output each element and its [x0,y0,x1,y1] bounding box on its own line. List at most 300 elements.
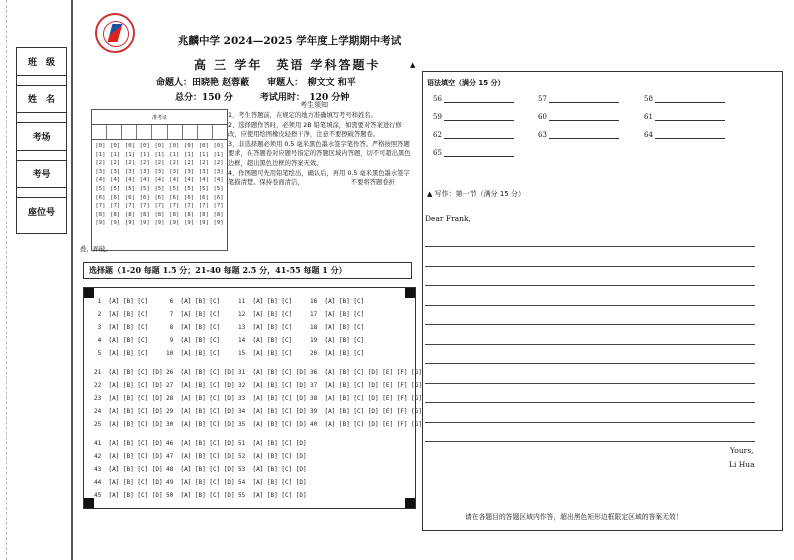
mcq-item[interactable] [94,440,163,447]
mcq-item[interactable] [238,492,307,499]
mcq-item[interactable] [166,350,220,357]
mcq-item[interactable] [94,382,163,389]
digit-bubble[interactable]: [4] [95,177,106,184]
mcq-item[interactable] [166,408,235,415]
mcq-item[interactable] [94,337,148,344]
grammar-blank-number: 63 [538,131,547,139]
mcq-number: 48 [166,466,181,473]
digit-bubble[interactable]: [8] [139,211,150,218]
mcq-item[interactable] [310,369,422,376]
mcq-options[interactable]: [A] [B] [C] [180,311,221,318]
mcq-item[interactable] [310,337,364,344]
grammar-blank-line[interactable] [655,112,725,121]
grammar-heading: 语法填空（满分 15 分） [427,79,505,87]
notice-item: 3、非选择题必须用 0.5 毫米黑色墨水签字笔作答。严格按照答题要求，在答题卷对应题号指定的答题区域内答题，切不可超出黑色边框，超出黑色边框的答案无效。 [228,140,411,167]
mcq-options[interactable]: [A] [B] [C] [180,324,221,331]
mcq-options[interactable]: [A] [B] [C] [D] [180,479,235,486]
mcq-item[interactable] [310,421,422,428]
mcq-number: 14 [238,337,253,344]
mcq-item[interactable] [166,479,235,486]
mcq-number: 23 [94,395,109,402]
digit-bubble[interactable]: [5] [124,185,135,192]
digit-bubble[interactable]: [5] [169,185,180,192]
digit-bubble[interactable]: [1] [198,151,209,158]
mcq-item[interactable] [238,395,307,402]
digit-bubble[interactable]: [1] [154,151,165,158]
digit-bubble[interactable]: [7] [213,203,224,210]
grammar-blank-number: 62 [433,131,442,139]
mcq-number: 28 [166,395,181,402]
info-blank[interactable] [17,151,66,161]
footer-warning: 请在各题目的答题区域内作答，超出黑色矩形边框限定区域的答案无效！ [465,513,683,521]
digit-bubble[interactable]: [9] [169,220,180,227]
mcq-item[interactable] [238,453,307,460]
mcq-options[interactable]: [A] [B] [C] [D] [E] [F] [G] [324,369,422,376]
mcq-number: 1 [94,298,109,305]
digit-bubble[interactable]: [5] [139,185,150,192]
grammar-blank[interactable] [644,112,725,121]
info-label-name: 姓 名 [17,86,66,114]
digit-bubble[interactable]: [6] [183,194,195,201]
mcq-number: 37 [310,382,325,389]
mcq-options[interactable]: [A] [B] [C] [D] [252,395,307,402]
grammar-blank-line[interactable] [444,94,514,103]
writing-line[interactable] [425,285,755,286]
mcq-number: 42 [94,453,109,460]
digit-bubble[interactable]: [2] [154,160,165,167]
digit-bubble[interactable]: [1] [110,151,121,158]
mcq-item[interactable] [94,479,163,486]
mcq-options[interactable]: [A] [B] [C] [D] [252,382,307,389]
digit-bubble[interactable]: [3] [198,168,209,175]
digit-bubble[interactable]: [1] [95,151,106,158]
writing-line[interactable] [425,266,755,267]
info-label-number: 考号 [17,161,66,189]
digit-bubble[interactable]: [3] [124,168,135,175]
digit-bubble[interactable]: [0] [154,143,165,149]
mcq-item[interactable] [310,395,422,402]
digit-bubble[interactable]: [3] [154,168,165,175]
mcq-options[interactable]: [A] [B] [C] [D] [180,421,235,428]
mcq-options[interactable]: [A] [B] [C] [108,337,149,344]
mcq-item[interactable] [94,492,163,499]
digit-bubble[interactable]: [6] [95,194,106,201]
grammar-blank[interactable] [644,130,725,139]
mcq-options[interactable]: [A] [B] [C] [D] [180,453,235,460]
mcq-options[interactable]: [A] [B] [C] [252,350,293,357]
writing-line[interactable] [425,441,755,442]
digit-bubble[interactable]: [4] [198,177,209,184]
digit-bubble[interactable]: [5] [183,185,195,192]
mcq-options[interactable]: [A] [B] [C] [180,337,221,344]
mcq-area [83,287,422,509]
digit-bubble[interactable]: [4] [154,177,165,184]
digit-bubble[interactable]: [3] [169,168,180,175]
mcq-options[interactable]: [A] [B] [C] [D] [252,408,307,415]
writing-line[interactable] [425,363,755,364]
mcq-options[interactable]: [A] [B] [C] [D] [180,440,235,447]
digit-bubble[interactable]: [4] [110,177,121,184]
mcq-number: 54 [238,479,253,486]
mcq-number: 9 [166,337,181,344]
digit-bubble[interactable]: [2] [169,160,180,167]
digit-bubble[interactable]: [8] [213,211,224,218]
mcq-number: 27 [166,382,181,389]
mcq-number: 4 [94,337,109,344]
notice-title: 考生须知 [300,101,328,109]
mcq-item[interactable] [94,466,163,473]
mcq-options[interactable]: [A] [B] [C] [D] [108,479,163,486]
writing-line[interactable] [425,324,755,325]
digit-bubble[interactable]: [1] [183,151,195,158]
digit-bubble[interactable]: [7] [110,203,121,210]
mcq-number: 51 [238,440,253,447]
mcq-item[interactable] [310,382,422,389]
mcq-options[interactable]: [A] [B] [C] [D] [180,408,235,415]
mcq-options[interactable]: [A] [B] [C] [D] [108,408,163,415]
digit-bubble[interactable]: [6] [139,194,150,201]
mcq-item[interactable] [310,350,364,357]
alignment-mark [405,288,415,298]
grammar-blank[interactable] [433,130,514,139]
grammar-blank-number: 61 [644,113,653,121]
mcq-options[interactable]: [A] [B] [C] [D] [108,395,163,402]
mcq-item[interactable] [238,311,292,318]
triangle-icon: ▲ [427,190,433,198]
mcq-options[interactable]: [A] [B] [C] [324,311,365,318]
digit-bubble[interactable]: [4] [169,177,180,184]
mcq-options[interactable]: [A] [B] [C] [D] [E] [F] [G] [324,395,422,402]
mcq-options[interactable]: [A] [B] [C] [D] [252,453,307,460]
digit-bubble[interactable]: [3] [213,168,224,175]
grammar-blank-line[interactable] [549,112,619,121]
mcq-options[interactable]: [A] [B] [C] [D] [108,421,163,428]
mcq-options[interactable]: [A] [B] [C] [324,350,365,357]
digit-bubble[interactable]: [2] [110,160,121,167]
digit-bubble[interactable]: [0] [183,143,195,149]
digit-bubble[interactable]: [2] [139,160,150,167]
exam-number-write-boxes[interactable] [92,125,227,140]
grammar-blank-number: 60 [538,113,547,121]
mcq-item[interactable] [166,298,220,305]
mcq-item[interactable] [238,350,292,357]
mcq-item[interactable] [166,440,235,447]
mcq-number: 50 [166,492,181,499]
digit-bubble[interactable]: [8] [198,211,209,218]
writing-line[interactable] [425,402,755,403]
digit-bubble[interactable]: [5] [95,185,106,192]
digit-bubble[interactable]: [3] [110,168,121,175]
writing-heading-text: 写作：第一节（满分 15 分） [434,190,525,198]
alignment-mark [84,288,94,298]
grammar-blank-number: 58 [644,95,653,103]
grammar-blank[interactable] [433,112,514,121]
mcq-number: 20 [310,350,325,357]
digit-bubble[interactable]: [8] [110,211,121,218]
student-info-table [16,47,67,234]
mcq-item[interactable] [238,466,307,473]
mcq-item[interactable] [166,369,235,376]
mcq-options[interactable]: [A] [B] [C] [D] [108,466,163,473]
mcq-options[interactable]: [A] [B] [C] [D] [252,479,307,486]
digit-bubble[interactable]: [5] [198,185,209,192]
mcq-options[interactable]: [A] [B] [C] [D] [108,440,163,447]
mcq-item[interactable] [166,337,220,344]
mcq-number: 17 [310,311,325,318]
alignment-mark [405,498,415,508]
mcq-item[interactable] [166,382,235,389]
mcq-options[interactable]: [A] [B] [C] [180,350,221,357]
mcq-options[interactable]: [A] [B] [C] [324,337,365,344]
mcq-item[interactable] [166,466,235,473]
exam-number-bubbles[interactable] [92,140,227,230]
mcq-item[interactable] [94,395,163,402]
mcq-item[interactable] [94,350,148,357]
grammar-blank[interactable] [433,148,514,157]
digit-bubble[interactable]: [7] [139,203,150,210]
digit-bubble[interactable]: [0] [169,143,180,149]
mcq-options[interactable]: [A] [B] [C] [D] [108,369,163,376]
digit-bubble[interactable]: [2] [95,160,106,167]
digit-bubble[interactable]: [9] [198,220,209,227]
mcq-item[interactable] [310,298,364,305]
digit-bubble[interactable]: [8] [124,211,135,218]
mcq-options[interactable]: [A] [B] [C] [D] [252,492,307,499]
mcq-options[interactable]: [A] [B] [C] [D] [252,369,307,376]
digit-bubble[interactable]: [6] [198,194,209,201]
mcq-number: 46 [166,440,181,447]
mcq-item[interactable] [238,298,292,305]
mcq-item[interactable] [238,382,307,389]
digit-bubble[interactable]: [6] [213,194,224,201]
digit-bubble[interactable]: [3] [183,168,195,175]
writing-line[interactable] [425,422,755,423]
mcq-options[interactable]: [A] [B] [C] [D] [252,466,307,473]
grammar-blank-line[interactable] [549,130,619,139]
exam-number-box [91,109,228,251]
info-blank[interactable] [17,113,66,123]
mcq-number: 22 [94,382,109,389]
digit-bubble[interactable]: [9] [213,220,224,227]
digit-bubble[interactable]: [0] [139,143,150,149]
mcq-number: 52 [238,453,253,460]
mcq-number: 53 [238,466,253,473]
digit-bubble[interactable]: [4] [124,177,135,184]
writing-line[interactable] [425,344,755,345]
digit-bubble[interactable]: [9] [139,220,150,227]
digit-bubble[interactable]: [9] [95,220,106,227]
mcq-item[interactable] [94,421,163,428]
mcq-options[interactable]: [A] [B] [C] [D] [180,369,235,376]
mcq-options[interactable]: [A] [B] [C] [D] [180,492,235,499]
mcq-item[interactable] [238,421,307,428]
mcq-item[interactable] [166,492,235,499]
mcq-item[interactable] [238,440,307,447]
mcq-item[interactable] [238,369,307,376]
digit-bubble[interactable]: [9] [183,220,195,227]
mcq-item[interactable] [238,324,292,331]
mcq-item[interactable] [238,337,292,344]
mcq-options[interactable]: [A] [B] [C] [108,324,149,331]
mcq-options[interactable]: [A] [B] [C] [252,298,293,305]
digit-bubble[interactable]: [8] [183,211,195,218]
mcq-item[interactable] [166,324,220,331]
mcq-options[interactable]: [A] [B] [C] [252,311,293,318]
digit-bubble[interactable]: [1] [139,151,150,158]
mcq-item[interactable] [238,479,307,486]
mcq-item[interactable] [310,324,364,331]
score-time-line: 总分：150 分 考试用时： 120 分钟 [175,93,350,103]
mcq-item[interactable] [94,311,148,318]
mcq-options[interactable]: [A] [B] [C] [D] [E] [F] [G] [324,421,422,428]
digit-bubble[interactable]: [7] [124,203,135,210]
digit-bubble[interactable]: [9] [124,220,135,227]
binding-margin-dash [6,0,7,560]
mcq-options[interactable]: [A] [B] [C] [D] [108,382,163,389]
digit-bubble[interactable]: [2] [183,160,195,167]
mcq-item[interactable] [166,311,220,318]
digit-bubble[interactable]: [8] [95,211,106,218]
digit-bubble[interactable]: [7] [95,203,106,210]
mcq-number: 55 [238,492,253,499]
mcq-item[interactable] [166,453,235,460]
mcq-item[interactable] [94,298,148,305]
digit-bubble[interactable]: [7] [154,203,165,210]
mcq-options[interactable]: [A] [B] [C] [D] [108,492,163,499]
notice-text [228,111,413,188]
digit-bubble[interactable]: [9] [154,220,165,227]
mcq-item[interactable] [94,408,163,415]
mcq-item[interactable] [310,408,422,415]
grammar-blank[interactable] [538,130,619,139]
digit-bubble[interactable]: [6] [169,194,180,201]
mcq-options[interactable]: [A] [B] [C] [252,324,293,331]
digit-bubble[interactable]: [2] [198,160,209,167]
grammar-blank-line[interactable] [549,94,619,103]
digit-bubble[interactable]: [5] [213,185,224,192]
digit-bubble[interactable]: [4] [213,177,224,184]
grammar-blank-line[interactable] [444,148,514,157]
mcq-number: 43 [94,466,109,473]
mcq-number: 29 [166,408,181,415]
mcq-options[interactable]: [A] [B] [C] [D] [180,382,235,389]
mcq-number: 19 [310,337,325,344]
mcq-number: 16 [310,298,325,305]
mcq-item[interactable] [94,324,148,331]
mcq-options[interactable]: [A] [B] [C] [D] [252,421,307,428]
digit-bubble[interactable]: [0] [95,143,106,149]
mcq-options[interactable]: [A] [B] [C] [252,337,293,344]
mcq-item[interactable] [166,421,235,428]
mcq-options[interactable]: [A] [B] [C] [108,311,149,318]
mcq-item[interactable] [94,453,163,460]
digit-bubble[interactable]: [3] [95,168,106,175]
digit-bubble[interactable]: [0] [213,143,224,149]
mcq-item[interactable] [166,395,235,402]
digit-bubble[interactable]: [0] [198,143,209,149]
writing-line[interactable] [425,246,755,247]
mcq-number: 25 [94,421,109,428]
mcq-options[interactable]: [A] [B] [C] [D] [108,453,163,460]
writing-line[interactable] [425,383,755,384]
digit-bubble[interactable]: [5] [110,185,121,192]
mcq-options[interactable]: [A] [B] [C] [D] [E] [F] [G] [324,382,422,389]
digit-bubble[interactable]: [5] [154,185,165,192]
creators-line: 命题人：田晓艳 赵蓉蔽 审题人： 柳文文 和平 [156,78,356,88]
mcq-options[interactable]: [A] [B] [C] [D] [180,466,235,473]
mcq-options[interactable]: [A] [B] [C] [D] [252,440,307,447]
grammar-blank[interactable] [433,94,514,103]
letter-salutation: Dear Frank, [425,214,471,223]
grammar-blank-line[interactable] [444,130,514,139]
digit-bubble[interactable]: [0] [110,143,121,149]
mcq-options[interactable]: [A] [B] [C] [D] [E] [F] [G] [324,408,422,415]
mcq-number: 18 [310,324,325,331]
digit-bubble[interactable]: [8] [154,211,165,218]
digit-bubble[interactable]: [7] [183,203,195,210]
grammar-blank[interactable] [538,112,619,121]
digit-bubble[interactable]: [1] [169,151,180,158]
digit-bubble[interactable]: [1] [124,151,135,158]
digit-bubble[interactable]: [4] [139,177,150,184]
digit-bubble[interactable]: [4] [183,177,195,184]
notice-item: 4、作图题可先用铅笔绘出，确认后，再用 0.5 毫米黑色墨水签字笔描清楚。保持卷面清洁， 不要将答题卷折 [228,169,410,187]
binding-line [71,0,73,560]
digit-bubble[interactable]: [0] [124,143,135,149]
digit-bubble[interactable]: [9] [110,220,121,227]
mcq-number: 38 [310,395,325,402]
mcq-options[interactable]: [A] [B] [C] [D] [180,395,235,402]
mcq-number: 5 [94,350,109,357]
digit-bubble[interactable]: [7] [198,203,209,210]
mcq-number: 21 [94,369,109,376]
mcq-options[interactable]: [A] [B] [C] [180,298,221,305]
digit-bubble[interactable]: [3] [139,168,150,175]
digit-bubble[interactable]: [2] [124,160,135,167]
info-blank[interactable] [17,188,66,198]
info-blank[interactable] [17,76,66,86]
mcq-number: 30 [166,421,181,428]
letter-closing: Yours, [730,446,754,455]
grammar-blank[interactable] [644,94,725,103]
mcq-number: 32 [238,382,253,389]
writing-line[interactable] [425,305,755,306]
mcq-item[interactable] [238,408,307,415]
mcq-options[interactable]: [A] [B] [C] [108,298,149,305]
digit-bubble[interactable]: [8] [169,211,180,218]
grammar-blank-line[interactable] [655,130,725,139]
mcq-number: 36 [310,369,325,376]
grammar-blank[interactable] [538,94,619,103]
grammar-blank-number: 59 [433,113,442,121]
mcq-number: 10 [166,350,181,357]
digit-bubble[interactable]: [2] [213,160,224,167]
mcq-item[interactable] [94,369,163,376]
mcq-item[interactable] [310,311,364,318]
mcq-options[interactable]: [A] [B] [C] [324,324,365,331]
mcq-options[interactable]: [A] [B] [C] [324,298,365,305]
digit-bubble[interactable]: [1] [213,151,224,158]
grammar-blank-number: 65 [433,149,442,157]
digit-bubble[interactable]: [6] [110,194,121,201]
grammar-blank-line[interactable] [444,112,514,121]
mcq-options[interactable]: [A] [B] [C] [108,350,149,357]
digit-bubble[interactable]: [6] [154,194,165,201]
digit-bubble[interactable]: [6] [124,194,135,201]
grammar-blank-line[interactable] [655,94,725,103]
digit-bubble[interactable]: [7] [169,203,180,210]
exam-number-header: 准考证 [92,110,227,125]
